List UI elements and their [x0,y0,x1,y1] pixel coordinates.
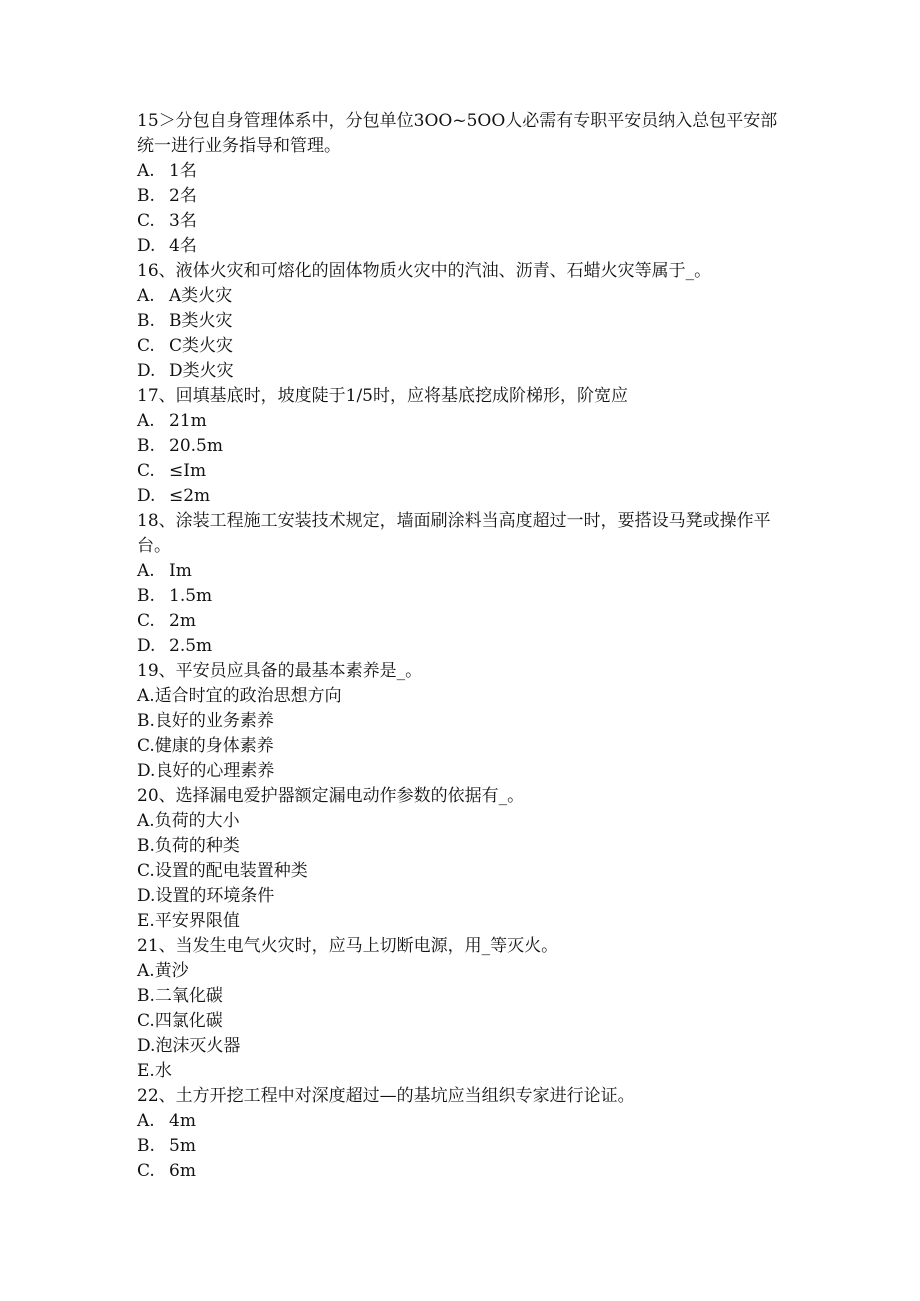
option-text: A类火灾 [169,286,233,306]
option-key: C. [137,1011,155,1031]
option-text: C类火灾 [169,336,234,356]
option-key: B. [137,711,155,731]
option-key: D. [137,636,156,656]
option-key: C. [137,211,155,231]
option-a [137,559,787,584]
option-a [137,1109,787,1134]
option-d [137,759,787,784]
option-a [137,959,787,984]
question-21 [137,934,787,1084]
option-b [137,984,787,1009]
option-b [137,309,787,334]
option-c [137,1009,787,1034]
option-b [137,709,787,734]
option-key: B. [137,1136,155,1156]
option-text: 健康的身体素养 [154,736,274,756]
option-text: 1名 [169,161,197,181]
option-text: 3名 [169,211,197,231]
option-text: 黄沙 [154,961,189,981]
option-text: 泡沫灭火器 [155,1036,241,1056]
option-text: 20.5m [169,436,223,456]
option-text: 5m [169,1136,196,1156]
option-a [137,159,787,184]
option-text: 二氧化碳 [154,986,223,1006]
option-text: 设置的环境条件 [155,886,275,906]
option-c [137,459,787,484]
option-text: 平安界限值 [154,911,240,931]
option-d [137,1034,787,1059]
option-key: D. [137,236,156,256]
option-key: D. [137,486,156,506]
option-e [137,909,787,934]
option-d [137,884,787,909]
question-20 [137,784,787,934]
option-key: B. [137,836,155,856]
option-text: D类火灾 [169,361,234,381]
option-b [137,434,787,459]
option-key: B. [137,186,155,206]
option-text: 设置的配电装置种类 [154,861,308,881]
question-19 [137,659,787,784]
option-key: B. [137,586,155,606]
option-key: D. [137,361,156,381]
question-text: 17、回填基底时，坡度陡于1/5时，应将基底挖成阶梯形，阶宽应 [137,386,628,406]
option-c [137,859,787,884]
option-key: D. [137,886,156,906]
option-key: C. [137,336,155,356]
question-text: 21、当发生电气火灾时，应马上切断电源，用_等灭火。 [137,936,559,956]
option-b [137,584,787,609]
option-e [137,1059,787,1084]
option-text: 6m [169,1161,196,1181]
option-key: C. [137,736,155,756]
option-key: C. [137,461,155,481]
option-c [137,609,787,634]
option-d [137,484,787,509]
option-c [137,209,787,234]
option-key: D. [137,1036,156,1056]
option-key: C. [137,861,155,881]
document-page [137,109,787,1184]
option-text: 1.5m [169,586,213,606]
option-d [137,359,787,384]
option-text: 2m [169,611,196,631]
option-text: 负荷的种类 [154,836,240,856]
option-text: 良好的心理素养 [155,761,275,781]
question-18 [137,509,787,659]
question-text: 20、选择漏电爱护器额定漏电动作参数的依据有_。 [137,786,525,806]
option-key: A. [137,161,155,181]
question-text: 18、涂装工程施工安装技术规定，墙面刷涂料当高度超过一时，要搭设马凳或操作平台。 [137,511,771,556]
question-22 [137,1084,787,1184]
option-text: ≤Im [169,461,207,481]
option-text: 2名 [169,186,197,206]
option-key: A. [137,811,155,831]
option-d [137,234,787,259]
option-a [137,809,787,834]
option-key: A. [137,961,155,981]
option-key: C. [137,1161,155,1181]
option-text: 水 [154,1061,172,1081]
question-15 [137,109,787,259]
option-key: B. [137,436,155,456]
option-key: D. [137,761,156,781]
option-text: 4名 [169,236,197,256]
option-key: E. [137,911,155,931]
option-c [137,1159,787,1184]
question-text: 19、平安员应具备的最基本素养是_。 [137,661,423,681]
option-key: C. [137,611,155,631]
option-text: 良好的业务素养 [154,711,274,731]
option-b [137,834,787,859]
option-text: ≤2m [169,486,211,506]
question-16 [137,259,787,384]
option-key: A. [137,1111,155,1131]
option-text: 适合时宜的政治思想方向 [154,686,342,706]
option-text: 四氯化碳 [154,1011,223,1031]
option-text: 4m [169,1111,196,1131]
option-text: 2.5m [169,636,213,656]
option-a [137,409,787,434]
option-c [137,734,787,759]
option-a [137,684,787,709]
option-d [137,634,787,659]
option-text: B类火灾 [169,311,233,331]
question-text: 22、土方开挖工程中对深度超过—的基坑应当组织专家进行论证。 [137,1086,635,1106]
option-b [137,1134,787,1159]
option-key: A. [137,561,155,581]
option-text: Im [169,561,192,581]
option-key: E. [137,1061,155,1081]
option-text: 负荷的大小 [154,811,240,831]
question-text: 15＞分包自身管理体系中，分包单位3OO~5OO人必需有专职平安员纳入总包平安部统一进行业务指导和管理。 [137,111,778,156]
option-key: A. [137,286,155,306]
option-key: B. [137,311,155,331]
option-b [137,184,787,209]
option-a [137,284,787,309]
option-key: A. [137,686,155,706]
option-text: 21m [169,411,207,431]
option-key: B. [137,986,155,1006]
option-c [137,334,787,359]
option-key: A. [137,411,155,431]
question-17 [137,384,787,509]
question-text: 16、液体火灾和可熔化的固体物质火灾中的汽油、沥青、石蜡火灾等属于_。 [137,261,712,281]
